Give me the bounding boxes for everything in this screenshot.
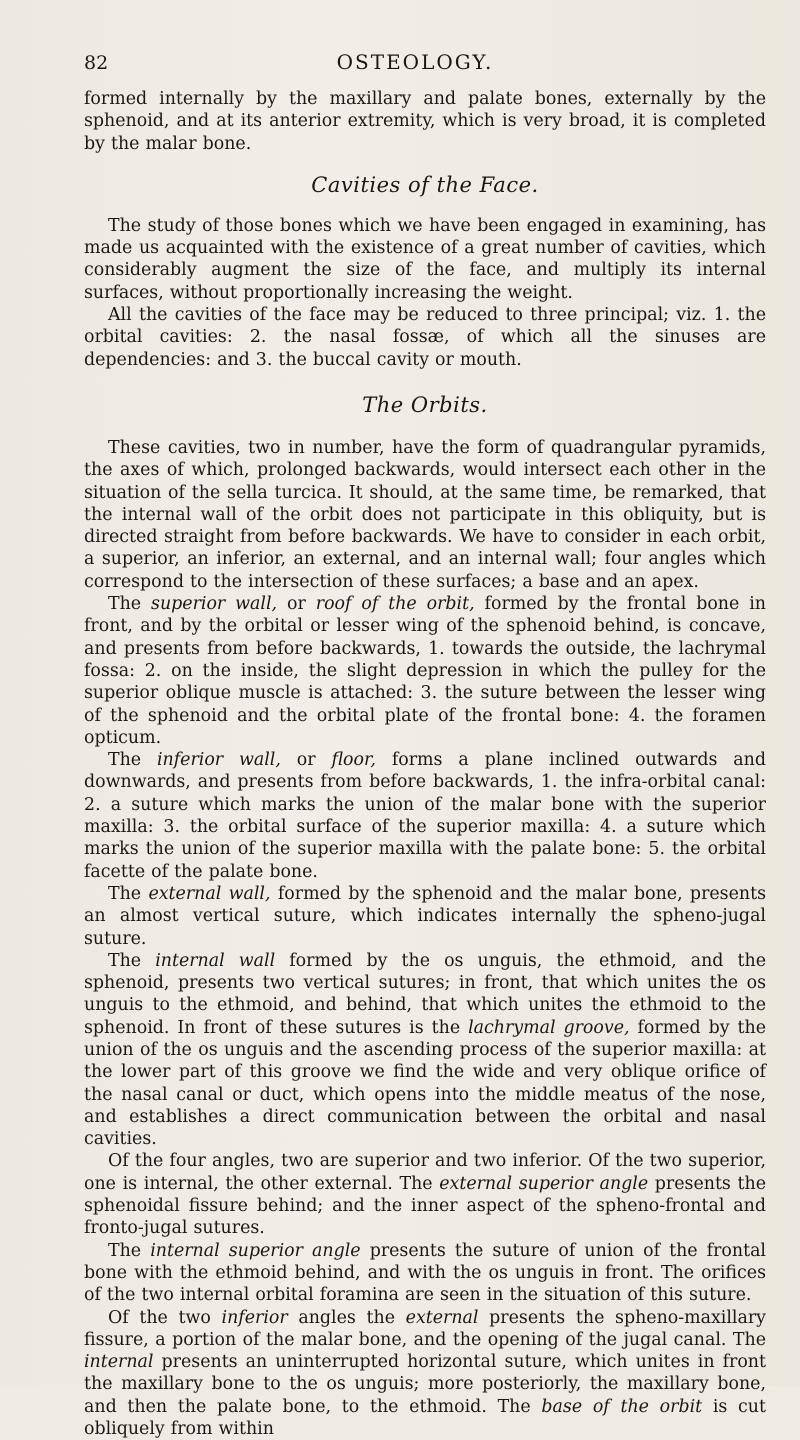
running-title: OSTEOLOGY.: [336, 50, 494, 74]
section-heading-cavities: Cavities of the Face.: [311, 172, 539, 197]
italic-term: lachrymal groove,: [468, 1017, 630, 1038]
paragraph-inferior-angles: Of the two inferior angles the external presents the spheno-maxillary fissure, a portion of the malar bone, and the opening of the jugal canal. The internal presents an uninterrupted horizontal suture, which unites in front the maxillary bone to the os unguis; more posteriorly, the maxillary bone, and then the palate bone, to the ethmoid. The base of the orbit is cut obliquely from within: [84, 1307, 766, 1440]
italic-term: external wall,: [148, 883, 271, 904]
italic-term: internal: [84, 1352, 154, 1373]
italic-term: superior wall,: [151, 594, 278, 615]
italic-term: inferior wall,: [156, 750, 281, 771]
italic-term: roof of the orbit,: [315, 594, 475, 615]
italic-term: internal wall: [155, 950, 276, 971]
page-number: 82: [84, 52, 109, 74]
paragraph-external-wall: The external wall, formed by the sphenoid and the malar bone, presents an almost vertical suture, which indicates internally the spheno-jugal suture.: [84, 883, 767, 949]
italic-term: floor,: [331, 750, 376, 771]
paragraph: The study of those bones which we have been engaged in examining, has made us acquainted with the existence of a great number of cavities, which considerably augment the size of the face, and multiply its internal surfaces, without proportionally increasing the weight.: [84, 215, 766, 303]
section-heading-orbits: The Orbits.: [362, 392, 488, 417]
paragraph-angles: Of the four angles, two are superior and two inferior. Of the two superior, one is internal, the other external. The external superior angle presents the sphenoidal fissure behind; and the inner aspect of the spheno-frontal and fronto-jugal sutures.: [84, 1151, 766, 1239]
italic-term: external superior angle: [439, 1173, 649, 1194]
paragraph: These cavities, two in number, have the form of quadrangular pyramids, the axes of which, prolonged backwards, would intersect each other in the situation of the sella turcica. It should, at the same time, be remarked, that the internal wall of the orbit does not participate in this obliquity, but is directed straight from before backwards. We have to consider in each orbit, a superior, an inferior, an external, and an internal wall; four angles which correspond to the intersection of these surfaces; a base and an apex.: [84, 437, 766, 592]
paragraph-superior-wall: The superior wall, or roof of the orbit, formed by the frontal bone in front, and by the orbital or lesser wing of the sphenoid behind, is concave, and presents from before backwards, 1. towards the outside, the lachrymal fossa: 2. on the inside, the slight depression in which the pulley for the superior oblique muscle is attached: 3. the suture between the lesser wing of the sphenoid and the orbital plate of the frontal bone: 4. the foramen opticum.: [84, 594, 766, 748]
paragraph-internal-superior-angle: The internal superior angle presents the suture of union of the frontal bone with the ethmoid behind, and with the os unguis in front. The orifices of the two internal orbital foramina are seen in the situation of this suture.: [84, 1240, 766, 1306]
running-head: [84, 50, 766, 78]
paragraph: All the cavities of the face may be reduced to three principal; viz. 1. the orbital cavities: 2. the nasal fossæ, of which all the sinuses are dependencies: and 3. the buccal cavity or mouth.: [84, 305, 766, 370]
italic-term: internal superior angle: [150, 1240, 361, 1261]
paragraph-internal-wall: The internal wall formed by the os unguis, the ethmoid, and the sphenoid, presents two vertical sutures; in front, that which unites the os unguis to the ethmoid, and behind, that which unites the ethmoid to the sphenoid. In front of these sutures is the lachrymal groove, formed by the union of the os unguis and the ascending process of the superior maxilla: at the lower part of this groove we find the wide and very oblique orifice of the nasal canal or duct, which opens into the middle meatus of the nose, and establishes a direct communication between the orbital and nasal cavities.: [84, 950, 767, 1150]
italic-term: base of the orbit: [541, 1396, 703, 1417]
paragraph-inferior-wall: The inferior wall, or floor, forms a plane inclined outwards and downwards, and presents from before backwards, 1. the infra-orbital canal: 2. a suture which marks the union of the malar bone with the superior maxilla: 3. the orbital surface of the superior maxilla: 4. a suture which marks the union of the superior maxilla with the palate bone: 5. the orbital facette of the palate bone.: [84, 750, 766, 882]
opening-paragraph: formed internally by the maxillary and palate bones, externally by the sphenoid, and at its anterior extremity, which is very broad, it is completed by the malar bone.: [84, 89, 766, 154]
italic-term: inferior: [221, 1307, 288, 1328]
italic-term: external: [405, 1307, 479, 1328]
